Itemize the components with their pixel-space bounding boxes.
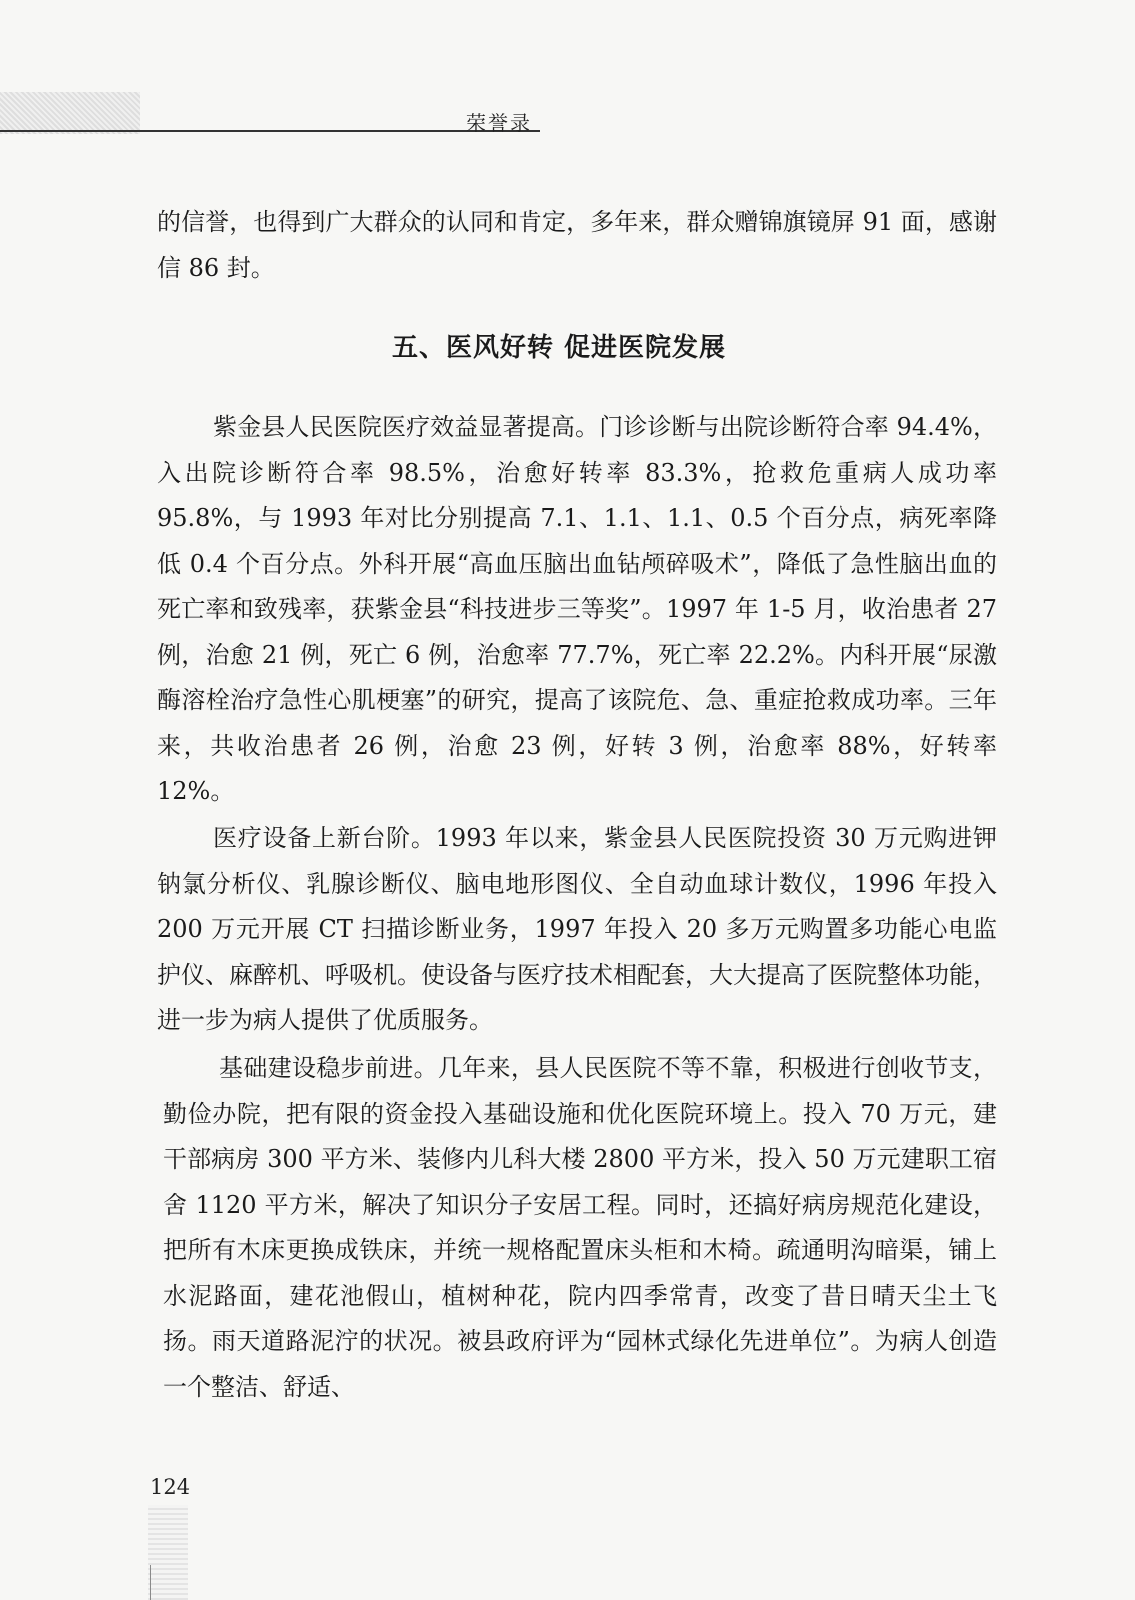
- page-number: 124: [150, 1475, 191, 1499]
- scan-edge-artifact: [148, 1505, 188, 1600]
- section-heading: 五、医风好转 促进医院发展: [392, 333, 727, 363]
- paragraph-continued: 的信誉，也得到广大群众的认同和肯定，多年来，群众赠锦旗镜屏 91 面，感谢信 86 封。: [157, 208, 997, 282]
- paragraph-medical-results: 紫金县人民医院医疗效益显著提高。门诊诊断与出院诊断符合率 94.4%，入出院诊断符合率 98.5%，治愈好转率 83.3%，抢救危重病人成功率 95.8%，与 1993 年对比分别提高 7.1、1.1、1.1、0.5 个百分点，病死率降低 0.4 个百分点。外科开展“高血压脑出血钻颅碎吸术”，降低了急性脑出血的死亡率和致残率，获紫金县“科技进步三等奖”。1997 年 1-5 月，收治患者 27 例，治愈 21 例，死亡 6 例，治愈率 77.7%，死亡率 22.2%。内科开展“尿激酶溶栓治疗急性心肌梗塞”的研究，提高了该院危、急、重症抢救成功率。三年来，共收治患者 26 例，治愈 23 例，好转 3 例，治愈率 88%，好转率 12%。: [157, 413, 997, 805]
- paragraph-equipment: 医疗设备上新台阶。1993 年以来，紫金县人民医院投资 30 万元购进钾钠氯分析仪、乳腺诊断仪、脑电地形图仪、全自动血球计数仪，1996 年投入 200 万元开展 CT 扫描诊断业务，1997 年投入 20 多万元购置多功能心电监护仪、麻醉机、呼吸机。使设备与医疗技术相配套，大大提高了医院整体功能，进一步为病人提供了优质服务。: [157, 824, 997, 1034]
- scan-shadow: [0, 92, 140, 134]
- scan-edge-line: [150, 1565, 151, 1600]
- running-head: 荣誉录: [466, 111, 532, 135]
- header-rule: [0, 130, 540, 132]
- paragraph-infrastructure: 基础建设稳步前进。几年来，县人民医院不等不靠，积极进行创收节支，勤俭办院，把有限的资金投入基础设施和优化医院环境上。投入 70 万元，建干部病房 300 平方米、装修内儿科大楼 2800 平方米，投入 50 万元建职工宿舍 1120 平方米，解决了知识分子安居工程。同时，还搞好病房规范化建设，把所有木床更换成铁床，并统一规格配置床头柜和木椅。疏通明沟暗渠，铺上水泥路面，建花池假山，植树种花，院内四季常青，改变了昔日晴天尘土飞扬。雨天道路泥泞的状况。被县政府评为“园林式绿化先进单位”。为病人创造一个整洁、舒适、: [163, 1054, 997, 1401]
